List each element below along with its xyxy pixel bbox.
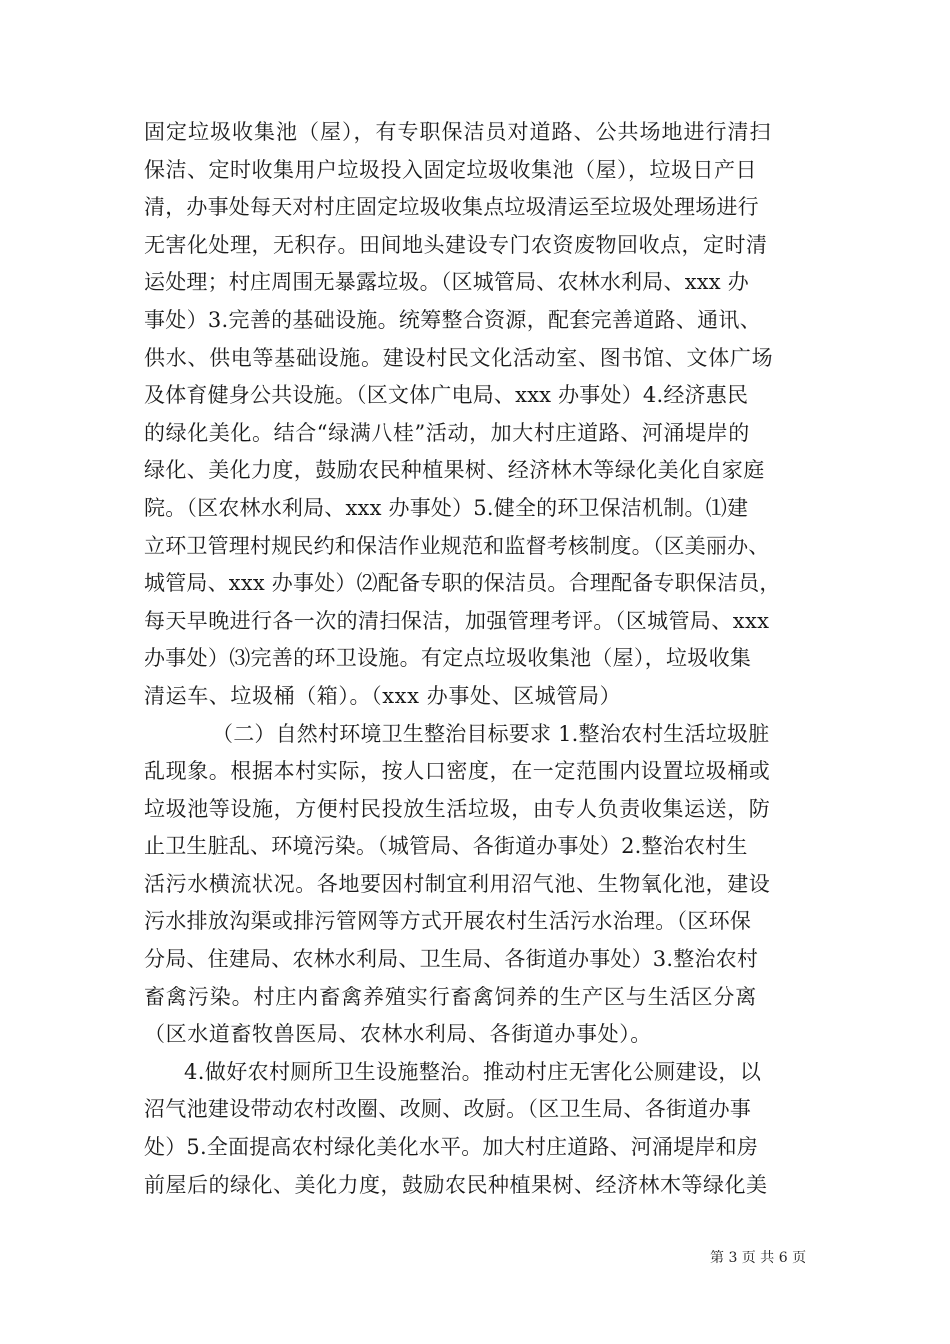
text-line: 处）5.全面提高农村绿化美化水平。加大村庄道路、河涌堤岸和房 <box>144 1135 759 1160</box>
text-line: 每天早晚进行各一次的清扫保洁，加强管理考评。（区城管局、xxx <box>144 608 770 633</box>
text-line: 污水排放沟渠或排污管网等方式开展农村生活污水治理。（区环保 <box>144 909 752 934</box>
text-line: 办事处）⑶完善的环卫设施。有定点垃圾收集池（屋），垃圾收集 <box>144 646 752 671</box>
text-line: 保洁、定时收集用户垃圾投入固定垃圾收集池（屋），垃圾日产日 <box>144 157 757 182</box>
text-line: 清，办事处每天对村庄固定垃圾收集点垃圾清运至垃圾处理场进行 <box>144 195 759 220</box>
text-line: 事处）3.完善的基础设施。统筹整合资源，配套完善道路、通讯、 <box>144 307 762 332</box>
text-line: 前屋后的绿化、美化力度，鼓励农民种植果树、经济林木等绿化美 <box>144 1172 768 1197</box>
text-line: 绿化、美化力度，鼓励农民种植果树、经济林木等绿化美化自家庭 <box>144 458 765 483</box>
text-line: 运处理；村庄周围无暴露垃圾。（区城管局、农林水利局、xxx 办 <box>144 270 749 295</box>
paragraph-first-line: 4.做好农村厕所卫生设施整治。推动村庄无害化公厕建设，以 <box>184 1059 762 1084</box>
text-line: 止卫生脏乱、环境污染。（城管局、各街道办事处）2.整治农村生 <box>144 834 748 859</box>
text-line: 乱现象。根据本村实际，按人口密度，在一定范围内设置垃圾桶或 <box>144 759 771 784</box>
text-line: 分局、住建局、农林水利局、卫生局、各街道办事处）3.整治农村 <box>144 947 759 972</box>
text-line: 无害化处理，无积存。田间地头建设专门农资废物回收点，定时清 <box>144 232 768 257</box>
text-line: 的绿化美化。结合“绿满八桂”活动，加大村庄道路、河涌堤岸的 <box>144 420 750 445</box>
text-line: （区水道畜牧兽医局、农林水利局、各街道办事处）。 <box>144 1022 652 1047</box>
text-line: 供水、供电等基础设施。建设村民文化活动室、图书馆、文体广场 <box>144 345 774 370</box>
text-line: 活污水横流状况。各地要因村制宜利用沼气池、生物氧化池，建设 <box>144 871 771 896</box>
body-text <box>144 114 814 1204</box>
text-line: 及体育健身公共设施。（区文体广电局、xxx 办事处）4.经济惠民 <box>144 383 749 408</box>
text-line: 城管局、xxx 办事处）⑵配备专职的保洁员。合理配备专职保洁员， <box>144 571 781 596</box>
text-line: 固定垃圾收集池（屋），有专职保洁员对道路、公共场地进行清扫 <box>144 120 772 144</box>
page-number: 第 3 页 共 6 页 <box>710 1250 807 1266</box>
text-line: 立环卫管理村规民约和保洁作业规范和监督考核制度。（区美丽办、 <box>144 533 770 558</box>
text-line: 清运车、垃圾桶（箱）。（xxx 办事处、区城管局） <box>144 683 622 708</box>
text-line: 垃圾池等设施，方便村民投放生活垃圾，由专人负责收集运送，防 <box>144 796 771 821</box>
text-line: 院。（区农林水利局、xxx 办事处）5.健全的环卫保洁机制。⑴建 <box>144 495 749 520</box>
text-line: 畜禽污染。村庄内畜禽养殖实行畜禽饲养的生产区与生活区分离 <box>144 984 758 1009</box>
text-line: 沼气池建设带动农村改圈、改厕、改厨。（区卫生局、各街道办事 <box>144 1097 752 1122</box>
paragraph-first-line: （二）自然村环境卫生整治目标要求 1.整治农村生活垃圾脏 <box>212 721 770 746</box>
